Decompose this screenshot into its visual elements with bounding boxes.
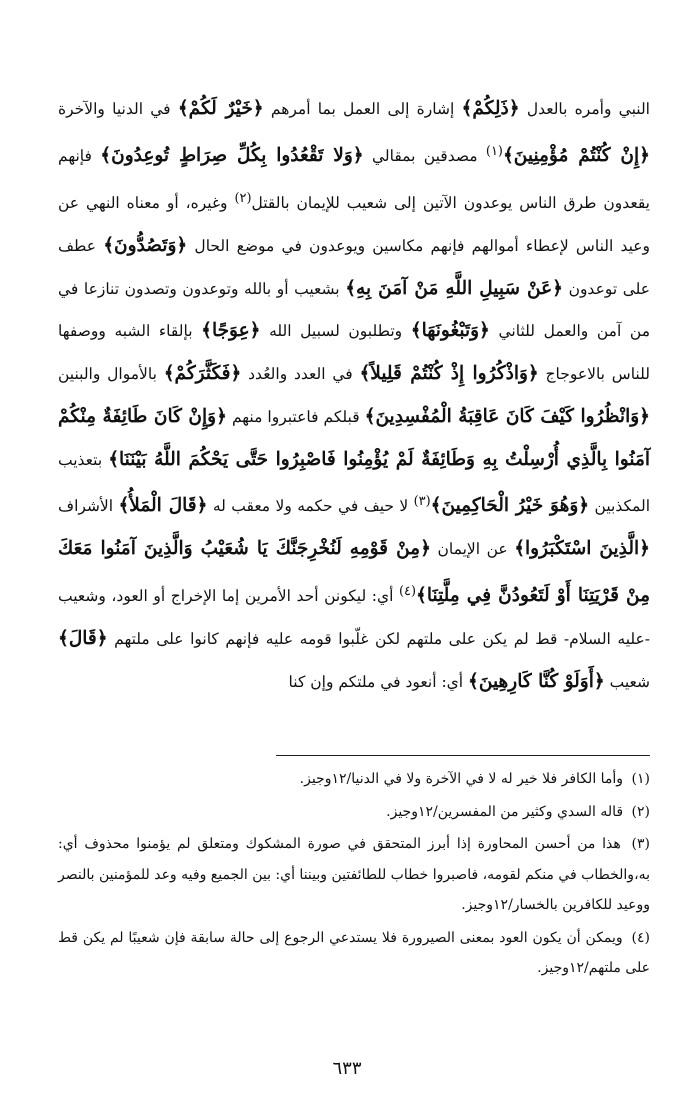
footnote-1 <box>58 764 650 795</box>
quran-text: ﴿وَاذْكُرُوا إِذْ كُنْتُمْ قَلِيلاً﴾ <box>359 363 539 385</box>
commentary-text: بإلقاء الشبه ووصفها للناس بالاعوجاج <box>58 322 650 384</box>
quran-text: ﴿خَيْرٌ لَكُمْ﴾ <box>177 98 264 119</box>
quran-text: ﴿عَنْ سَبِيلِ اللَّهِ مَنْ آمَنَ بِهِ﴾ <box>345 277 564 299</box>
commentary-text: فإنهم يقعدون طرق الناس يوعدون الآتين إلى شعيب للإيمان بالقتل <box>58 146 650 212</box>
footnote-2 <box>58 797 650 828</box>
footnote-text: قاله السدي وكثير من المفسرين/١٢وجيز. <box>386 803 624 820</box>
commentary-text: شعيب <box>604 672 650 691</box>
footnote-text: هذا من أحسن المحاورة إذا أبرز المتحقق في صورة المشكوك ومتعلق لم يؤمنوا محذوف أي: به،والخطاب في منكم لقومه، فاصبروا خطاب للطائفتين وبيننا أي: بين الجميع وفيه وعد للمؤمنين بالنصر ووعيد للكافرين بالخسار/١٢وجيز. <box>57 836 650 913</box>
quran-text: ﴿قَالَ الْمَلأُ﴾ <box>118 495 208 517</box>
commentary-text: مصدقين بمقالي <box>363 146 486 165</box>
footnote-text: ويمكن أن يكون العود بمعنى الصيرورة فلا يستدعي الرجوع إلى حالة سابقة فإن شعيبًا لم يكن قط على ملتهم/١٢وجيز. <box>58 929 650 976</box>
commentary-text: الأشراف <box>58 497 119 516</box>
page-number: ٦٣٣ <box>332 1058 362 1079</box>
footnote-ref: (٢) <box>234 190 252 206</box>
quran-text: ﴿وَتَبْغُونَهَا﴾ <box>410 320 490 342</box>
tafsir-paragraph <box>58 88 650 704</box>
commentary-text: عطف على توعدون <box>58 236 650 298</box>
footnote-number: (٢) <box>631 803 650 820</box>
commentary-text: في الدنيا والآخرة <box>58 100 178 118</box>
footnote-number: (١) <box>631 771 650 787</box>
quran-text: ﴿قَالَ﴾ <box>58 628 108 650</box>
footnote-ref: (١) <box>485 143 503 159</box>
footnotes <box>58 764 650 986</box>
footnote-number: (٣) <box>631 836 650 852</box>
quran-text: ﴿أَوَلَوْ كُنَّا كَارِهِينَ﴾ <box>468 670 605 692</box>
quran-text: ﴿عِوَجًا﴾ <box>201 320 261 342</box>
commentary-text: عن الإيمان <box>430 540 515 559</box>
footnote-number: (٤) <box>631 929 651 946</box>
quran-text: ﴿وَهُوَ خَيْرُ الْحَاكِمِينَ﴾ <box>430 495 590 517</box>
footnote-text: وأما الكافر فلا خير له لا في الآخرة ولا في الدنيا/١٢وجيز. <box>299 771 624 787</box>
footnote-3 <box>58 829 650 921</box>
commentary-text: أي: أنعود في ملتكم وإن كنا <box>288 672 469 691</box>
commentary-text: بشعيب أو بالله وتوعدون وتصدون تنازعا في من آمن والعمل للثاني <box>58 279 651 341</box>
quran-text: ﴿فَكَثَّرَكُمْ﴾ <box>163 363 242 385</box>
footnote-separator <box>276 755 650 756</box>
quran-text: ﴿إِنْ كُنْتُمْ مُؤْمِنِينَ﴾ <box>502 144 650 166</box>
footnote-4 <box>58 923 650 984</box>
quran-text: ﴿وَانْظُرُوا كَيْفَ كَانَ عَاقِبَةُ الْمُفْسِدِينَ﴾ <box>364 405 650 427</box>
quran-text: ﴿مِنْ قَوْمِهِ لَنُخْرِجَنَّكَ يَا شُعَيْبُ وَالَّذِينَ آمَنُوا مَعَكَ مِنْ قَرْيَتِنَا أَوْ لَتَعُودُنَّ فِي مِلَّتِنَا﴾ <box>58 538 650 607</box>
commentary-text: وتطلبون لسبيل الله <box>260 322 411 341</box>
commentary-text: قبلكم فاعتبروا منهم <box>226 407 365 426</box>
quran-text: ﴿وَلا تَقْعُدُوا بِكُلِّ صِرَاطٍ تُوعِدُونَ﴾ <box>100 144 364 166</box>
page-body <box>58 88 650 704</box>
quran-text: ﴿الَّذِينَ اسْتَكْبَرُوا﴾ <box>514 538 650 560</box>
commentary-text: لا حيف في حكمه ولا معقب له <box>207 497 414 516</box>
footnote-ref: (٣) <box>413 494 431 510</box>
commentary-text: إشارة إلى العمل بما أمرهم <box>263 100 462 118</box>
quran-text: ﴿وَتَصُدُّونَ﴾ <box>103 234 188 256</box>
commentary-text: أي: ليكونن أحد الأمرين إما الإخراج أو العود، وشعيب -عليه السلام- قط لم يكن على ملتهم لكن غلّبوا قومه عليه فإنهم كانوا على ملتهم <box>58 587 650 649</box>
footnote-ref: (٤) <box>399 584 417 600</box>
commentary-text: النبي وأمره بالعدل <box>519 100 650 118</box>
commentary-text: وغيره، أو معناه النهي عن وعيد الناس لإعطاء أموالهم فإنهم مكاسين ويوعدون في موضع الحال <box>58 193 651 255</box>
commentary-text: بتعذيب المكذبين <box>58 450 651 516</box>
quran-text: ﴿ذَلِكُمْ﴾ <box>461 98 520 119</box>
commentary-text: في العدد والعُدد <box>241 365 360 384</box>
commentary-text: بالأموال والبنين <box>58 365 164 384</box>
quran-text: ﴿وَإِنْ كَانَ طَائِفَةٌ مِنْكُمْ آمَنُوا بِالَّذِي أُرْسِلْتُ بِهِ وَطَائِفَةٌ لَمْ يُؤْمِنُوا فَاصْبِرُوا حَتَّى يَحْكُمَ اللَّهُ بَيْنَنَا﴾ <box>58 405 650 470</box>
